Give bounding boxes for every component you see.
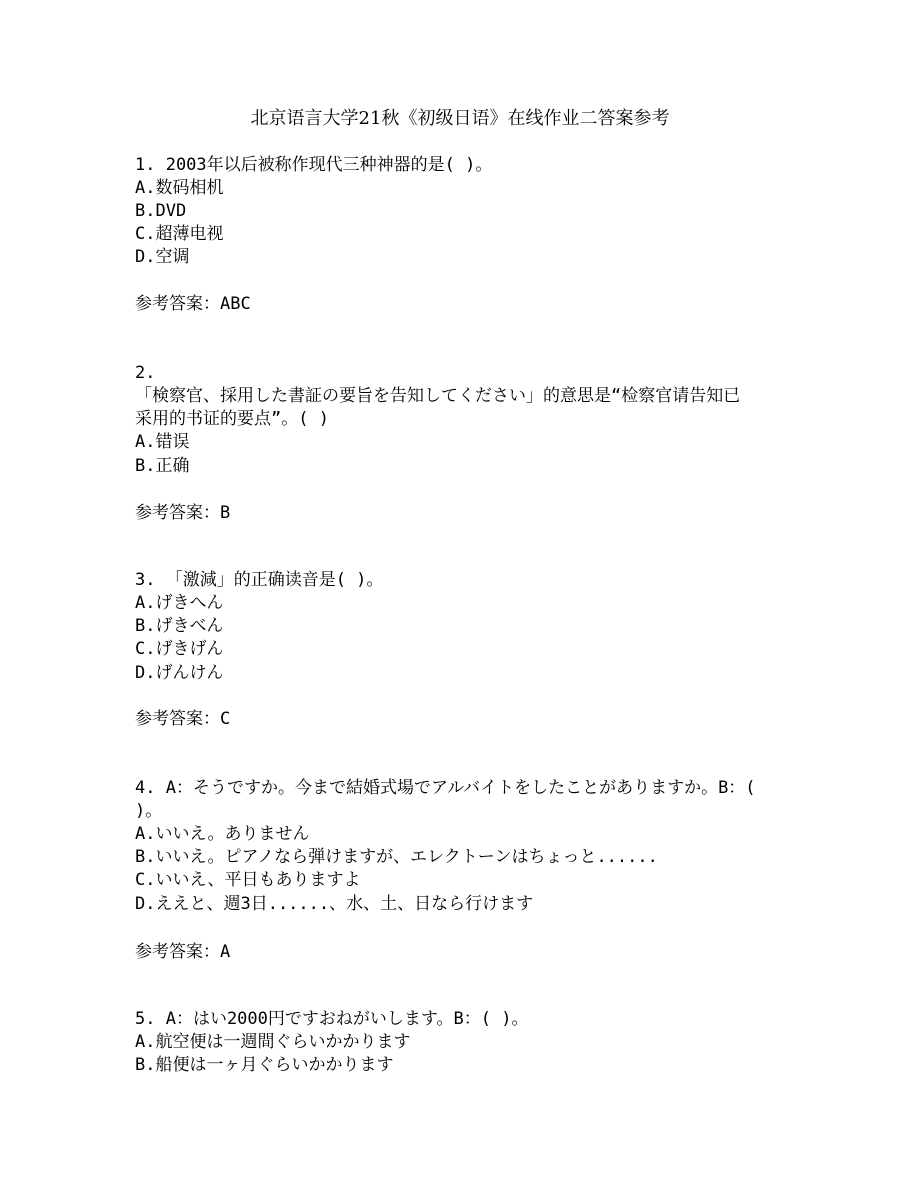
option-c: C.超薄电视 <box>135 224 224 244</box>
option-a: A.数码相机 <box>135 178 224 198</box>
question-stem: 1. 2003年以后被称作现代三种神器的是( )。 <box>135 155 493 175</box>
question-stem: )。 <box>135 801 163 821</box>
page-title: 北京语言大学21秋《初级日语》在线作业二答案参考 <box>250 108 670 129</box>
question-stem: 3. 「激減」的正确读音是( )。 <box>135 570 384 590</box>
question-stem: 「検察官、採用した書証の要旨を告知してください」的意思是“检察官请告知已 <box>135 386 741 406</box>
option-b: B.船便は一ヶ月ぐらいかかります <box>135 1055 394 1075</box>
option-a: A.错误 <box>135 432 190 452</box>
option-a: A.げきへん <box>135 593 224 613</box>
question-stem: 采用的书证的要点”。( ) <box>135 409 329 429</box>
option-b: B.正确 <box>135 456 190 476</box>
reference-answer: 参考答案：ABC <box>135 294 251 314</box>
option-b: B.DVD <box>135 201 187 221</box>
option-c: C.げきげん <box>135 639 224 659</box>
option-d: D.空调 <box>135 247 190 267</box>
option-d: D.ええと、週3日......、水、土、日なら行けます <box>135 894 534 914</box>
option-c: C.いいえ、平日もありますよ <box>135 870 361 890</box>
reference-answer: 参考答案：C <box>135 709 231 729</box>
option-d: D.げんけん <box>135 663 224 683</box>
option-b: B.げきべん <box>135 616 224 636</box>
option-a: A.いいえ。ありません <box>135 824 310 844</box>
option-a: A.航空便は一週間ぐらいかかります <box>135 1032 411 1052</box>
reference-answer: 参考答案：B <box>135 503 231 523</box>
question-stem: 2. <box>135 363 156 383</box>
option-b: B.いいえ。ピアノなら弾けますが、エレクトーンはちょっと...... <box>135 847 658 867</box>
question-stem: 4. A：そうですか。今まで結婚式場でアルバイトをしたことがありますか。B：( <box>135 778 756 798</box>
reference-answer: 参考答案：A <box>135 942 231 962</box>
question-stem: 5. A：はい2000円ですおねがいします。B：( )。 <box>135 1009 529 1029</box>
